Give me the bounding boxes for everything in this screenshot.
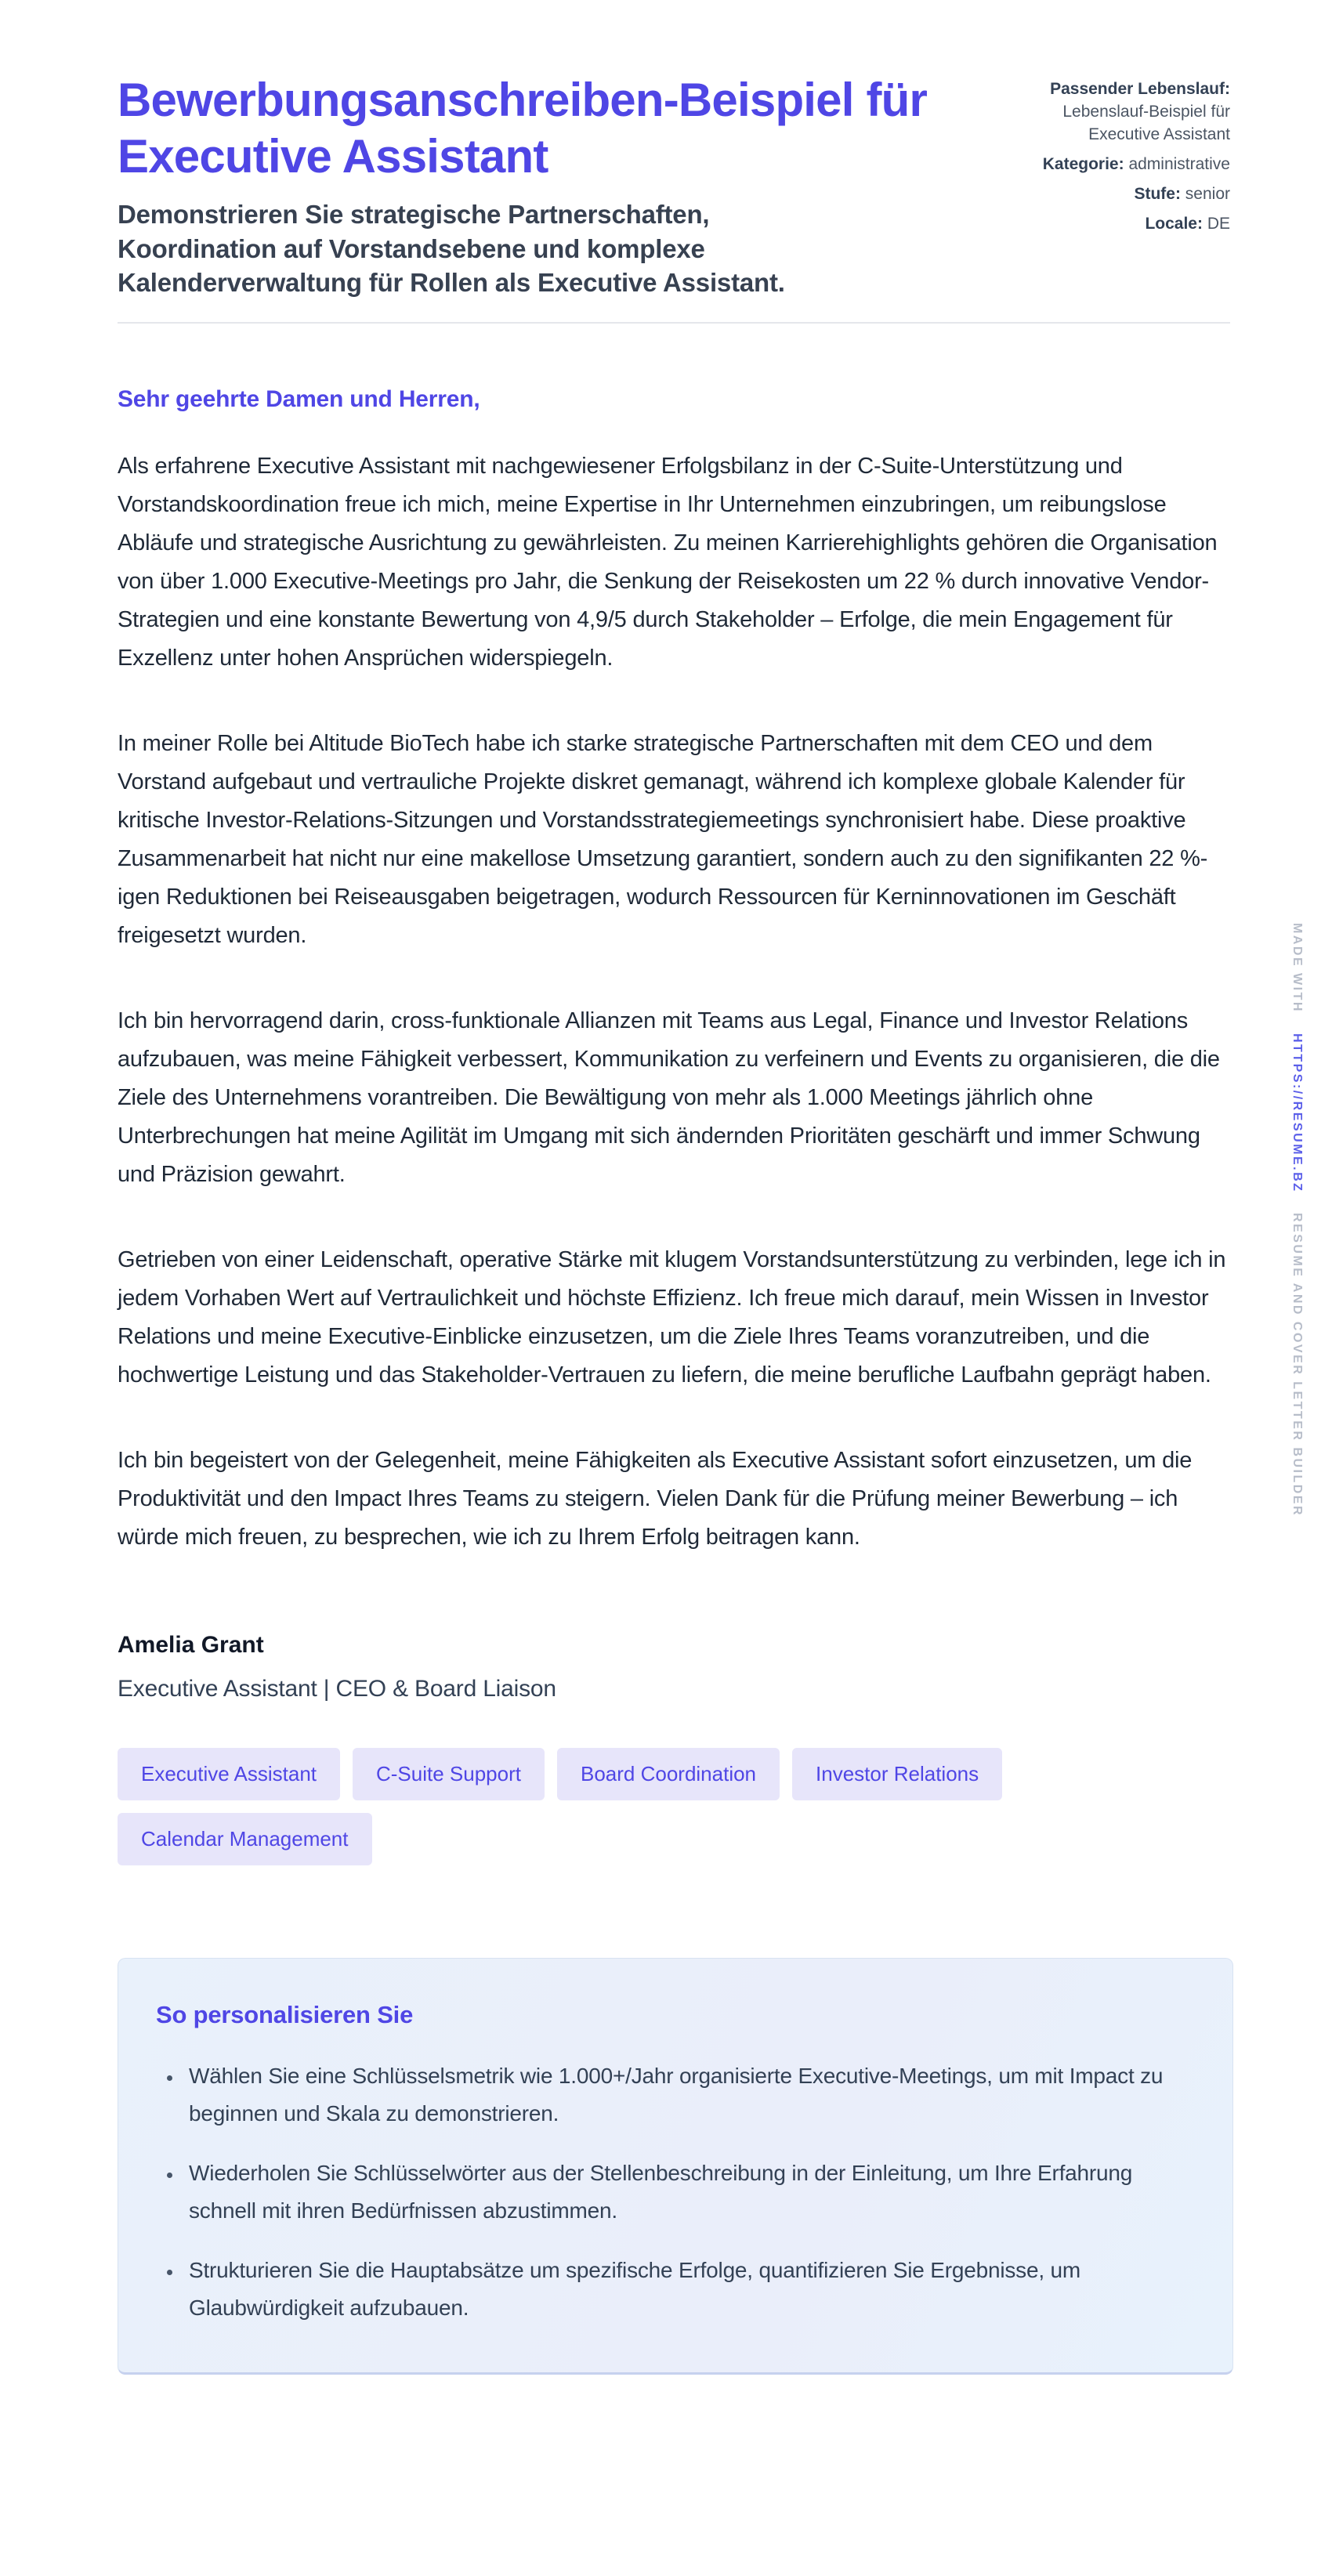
- letter-greeting: Sehr geehrte Damen und Herren,: [118, 385, 480, 412]
- meta-resume-label: Passender Lebenslauf:: [1050, 80, 1230, 98]
- meta-locale-label: Locale:: [1145, 214, 1203, 233]
- letter-paragraph: Ich bin hervorragend darin, cross-funktionale Allianzen mit Teams aus Legal, Finance und Investor Relations aufzubauen, was meine Fähigkeit verbessert, Kommunikation zu verfeinern und Events zu organisieren, die die Ziele des Unternehmens vorantreiben. Die Bewältigung von mehr als 1.000 Meetings jährlich ohne Unterbrechungen hat meine Agilität im Umgang mit sich ändernden Prioritäten geschärft und immer Schwung und Präzision gewahrt.: [118, 1008, 1220, 1187]
- keyword-tag[interactable]: Investor Relations: [792, 1748, 1002, 1800]
- tips-list-item: • Wiederholen Sie Schlüsselwörter aus der Stellenbeschreibung in der Einleitung, um Ihre Erfahrung schnell mit ihren Bedürfnissen abzustimmen.: [183, 2155, 1193, 2230]
- letter-paragraph: Als erfahrene Executive Assistant mit nachgewiesener Erfolgsbilanz in der C-Suite-Unterstützung und Vorstandskoordination freue ich mich, meine Expertise in Ihr Unternehmen einzubringen, um reibungslose Abläufe und strategische Ausrichtung zu gewährleisten. Zu meinen Karrierehighlights gehören die Organisation von über 1.000 Executive-Meetings pro Jahr, die Senkung der Reisekosten um 22 % durch innovative Vendor-Strategien und eine konstante Bewertung von 4,9/5 durch Stakeholder – Erfolge, die mein Engagement für Exzellenz unter hohen Ansprüchen widerspiegeln.: [118, 453, 1218, 671]
- keyword-tags: [118, 1748, 1089, 1865]
- tips-list-item: • Strukturieren Sie die Hauptabsätze um spezifische Erfolge, quantifizieren Sie Ergebnisse, um Glaubwürdigkeit aufzubauen.: [183, 2252, 1193, 2327]
- signature-block: [118, 1632, 1230, 1702]
- ribbon-resume-bz-link[interactable]: HTTPS://RESUME.BZ: [1290, 1033, 1304, 1193]
- made-with-ribbon: [1290, 923, 1304, 1517]
- letter-body: [118, 447, 1230, 1557]
- meta-resume-link[interactable]: Lebenslauf-Beispiel für Executive Assistant: [1062, 102, 1230, 143]
- tips-title: So personalisieren Sie: [156, 2000, 414, 2028]
- meta-category: [995, 154, 1230, 176]
- page-header: [118, 72, 1230, 324]
- tips-list: [156, 2057, 1193, 2327]
- letter-content: [118, 324, 1230, 1702]
- letter-paragraph: Ich bin begeistert von der Gelegenheit, meine Fähigkeiten als Executive Assistant sofort einzusetzen, um die Produktivität und den Impact Ihres Teams zu steigern. Vielen Dank für die Prüfung meiner Bewerbung – ich würde mich freuen, zu besprechen, wie ich zu Ihrem Erfolg beitragen kann.: [118, 1447, 1193, 1550]
- keyword-tag[interactable]: Board Coordination: [557, 1748, 780, 1800]
- meta-level-label: Stufe:: [1134, 184, 1181, 203]
- meta-category-value: administrative: [1128, 154, 1230, 173]
- meta-category-label: Kategorie:: [1042, 154, 1124, 173]
- letter-paragraph: In meiner Rolle bei Altitude BioTech habe ich starke strategische Partnerschaften mit dem CEO und dem Vorstand aufgebaut und vertrauliche Projekte diskret gemanagt, während ich komplexe globale Kalender für kritische Investor-Relations-Sitzungen und Vorstandsstrategiemeetings synchronisiert habe. Diese proaktive Zusammenarbeit hat nicht nur eine makellose Umsetzung garantiert, sondern auch zu den signifikanten 22 %-igen Reduktionen bei Reiseausgaben beigetragen, wodurch Ressourcen für Kerninnovationen im Geschäft freigesetzt wurden.: [118, 730, 1208, 948]
- keyword-tag[interactable]: C-Suite Support: [353, 1748, 545, 1800]
- ribbon-suffix: RESUME AND COVER LETTER BUILDER: [1290, 1213, 1304, 1518]
- header-title-block: [118, 72, 932, 300]
- tips-list-item: • Wählen Sie eine Schlüsselsmetrik wie 1.000+/Jahr organisierte Executive-Meetings, um mit Impact zu beginnen und Skala zu demonstrieren.: [183, 2057, 1193, 2133]
- meta-locale-value: DE: [1207, 214, 1230, 233]
- letter-paragraph: Getrieben von einer Leidenschaft, operative Stärke mit klugem Vorstandsunterstützung zu verbinden, lege ich in jedem Vorhaben Wert auf Vertraulichkeit und höchste Effizienz. Ich freue mich darauf, mein Wissen in Investor Relations und meine Executive-Einblicke einzusetzen, um die Ziele Ihres Teams voranzutreiben, und die hochwertige Leistung und das Stakeholder-Vertrauen zu liefern, die meine berufliche Laufbahn geprägt haben.: [118, 1246, 1226, 1387]
- meta-matching-resume: [995, 78, 1230, 147]
- header-meta: [995, 72, 1230, 243]
- meta-level-value: senior: [1185, 184, 1230, 203]
- signature-name: Amelia Grant: [118, 1631, 264, 1658]
- ribbon-prefix: MADE WITH: [1290, 923, 1304, 1013]
- page-title: Bewerbungsanschreiben-Beispiel für Executive Assistant: [118, 74, 928, 183]
- personalization-tips-box: [118, 1958, 1233, 2375]
- meta-locale: [995, 213, 1230, 236]
- meta-level: [995, 183, 1230, 206]
- page-subtitle: Demonstrieren Sie strategische Partnerschaften, Koordination auf Vorstandsebene und komplexe Kalenderverwaltung für Rollen als Executive Assistant.: [118, 200, 785, 298]
- cover-letter-page: [118, 0, 1230, 2375]
- keyword-tag[interactable]: Calendar Management: [118, 1813, 372, 1865]
- keyword-tag[interactable]: Executive Assistant: [118, 1748, 340, 1800]
- signature-role: Executive Assistant | CEO & Board Liaison: [118, 1675, 556, 1702]
